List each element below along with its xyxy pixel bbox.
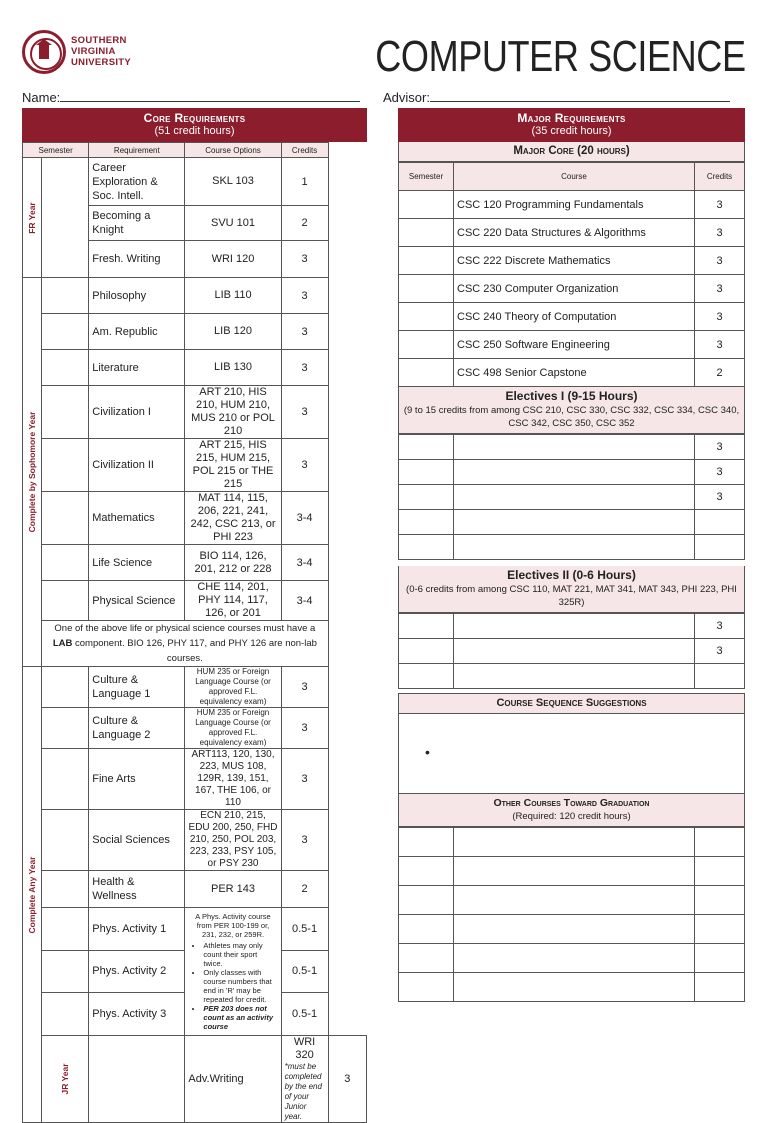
credit-cell[interactable] — [695, 857, 745, 886]
semester-cell[interactable] — [399, 510, 454, 535]
course-cell[interactable] — [454, 485, 695, 510]
name-label: Name: — [22, 90, 61, 105]
major-core-table — [398, 162, 745, 387]
major-title: Major Requirements — [517, 111, 626, 125]
course-cell[interactable] — [454, 973, 695, 1002]
credit-cell[interactable] — [695, 973, 745, 1002]
lab-note-line-2 — [45, 636, 324, 666]
credit-cell: 3-4 — [281, 581, 328, 621]
semester-cell[interactable] — [399, 485, 454, 510]
adv-writing-note: *must be completed by the end of your Junior year. — [284, 1062, 322, 1121]
credit-cell: 3 — [328, 1036, 367, 1123]
table-row — [399, 303, 745, 331]
course-cell[interactable] — [454, 886, 695, 915]
table-row — [399, 664, 745, 689]
lab-note — [42, 621, 328, 667]
electives1-desc: (9 to 15 credits from among CSC 210, CSC 330, CSC 332, CSC 334, CSC 340, CSC 342, CSC 350, CSC 352 — [403, 405, 740, 429]
seal-icon — [22, 30, 66, 74]
credit-cell: 0.5-1 — [281, 908, 328, 951]
major-core-band — [398, 142, 745, 162]
university-logo — [22, 30, 137, 76]
credit-cell: 3 — [695, 639, 745, 664]
table-row — [399, 944, 745, 973]
credit-cell[interactable] — [695, 944, 745, 973]
semester-cell[interactable] — [399, 857, 454, 886]
req-cell: Phys. Activity 2 — [89, 950, 185, 993]
logo-line-3: UNIVERSITY — [71, 57, 132, 68]
lab-word: LAB — [52, 638, 73, 649]
credit-cell: 2 — [281, 871, 328, 908]
req-cell: Fresh. Writing — [89, 241, 185, 278]
credit-cell: 0.5-1 — [281, 950, 328, 993]
other-courses-band — [398, 794, 745, 827]
table-row — [399, 915, 745, 944]
req-cell: Culture & Language 1 — [89, 667, 185, 708]
bullet-icon: • — [425, 744, 430, 760]
opt-cell: HUM 235 or Foreign Language Course (or approved F.L. equivalency exam) — [185, 708, 281, 749]
other-title: Other Courses Toward Graduation — [493, 797, 650, 809]
credit-cell: 3-4 — [281, 492, 328, 545]
course-cell: CSC 230 Computer Organization — [454, 275, 695, 303]
semester-cell[interactable] — [399, 275, 454, 303]
other-sub: (Required: 120 credit hours) — [512, 811, 631, 822]
semester-cell[interactable] — [42, 350, 89, 386]
credit-cell: 3 — [281, 708, 328, 749]
course-cell: CSC 240 Theory of Computation — [454, 303, 695, 331]
table-row — [399, 275, 745, 303]
table-row — [23, 749, 367, 810]
col-requirement: Requirement — [89, 143, 185, 158]
semester-cell[interactable] — [42, 908, 89, 951]
credit-cell: 3 — [695, 275, 745, 303]
table-row — [399, 219, 745, 247]
credit-cell[interactable] — [695, 886, 745, 915]
req-cell: Life Science — [89, 545, 185, 581]
table-row — [23, 439, 367, 492]
electives2-title: Electives II (0-6 Hours) — [507, 568, 636, 582]
credit-cell: 0.5-1 — [281, 993, 328, 1036]
core-requirements-section — [22, 108, 367, 1123]
course-cell[interactable] — [454, 510, 695, 535]
group-any: Complete Any Year — [23, 667, 42, 1123]
electives1-band — [398, 387, 745, 434]
logo-wordmark — [71, 35, 131, 68]
course-cell: CSC 498 Senior Capstone — [454, 359, 695, 387]
credit-cell[interactable] — [695, 915, 745, 944]
group-soph: Complete by Sophomore Year — [23, 278, 42, 667]
table-row — [399, 973, 745, 1002]
opt-cell: LIB 120 — [185, 314, 281, 350]
table-row — [399, 435, 745, 460]
opt-cell — [281, 1036, 328, 1123]
semester-cell[interactable] — [399, 219, 454, 247]
semester-cell[interactable] — [42, 667, 89, 708]
credit-cell: 1 — [281, 158, 328, 206]
req-cell: Fine Arts — [89, 749, 185, 810]
req-cell: Mathematics — [89, 492, 185, 545]
table-row — [23, 314, 367, 350]
col-credits: Credits — [281, 143, 328, 158]
col-semester: Semester — [23, 143, 89, 158]
pa-intro: A Phys. Activity course from PER 100-199 or, 231, 232, or 259R. — [195, 912, 271, 939]
semester-cell[interactable] — [399, 886, 454, 915]
credit-cell[interactable] — [695, 535, 745, 560]
semester-cell[interactable] — [399, 303, 454, 331]
semester-cell[interactable] — [42, 492, 89, 545]
course-cell[interactable] — [454, 664, 695, 689]
credit-cell: 3 — [281, 314, 328, 350]
semester-cell[interactable] — [399, 915, 454, 944]
req-cell: Social Sciences — [89, 810, 185, 871]
semester-cell[interactable] — [42, 545, 89, 581]
electives2-table — [398, 613, 745, 689]
table-row — [23, 158, 367, 206]
opt-cell: SKL 103 — [185, 158, 281, 206]
core-header — [22, 108, 367, 142]
sequence-band — [398, 693, 745, 714]
opt-cell: MAT 114, 115, 206, 221, 241, 242, CSC 213, or PHI 223 — [185, 492, 281, 545]
semester-cell[interactable] — [42, 386, 89, 439]
advisor-label: Advisor: — [383, 90, 430, 105]
credit-cell: 3 — [695, 331, 745, 359]
semester-cell[interactable] — [89, 1036, 185, 1123]
opt-cell: HUM 235 or Foreign Language Course (or approved F.L. equivalency exam) — [185, 667, 281, 708]
credit-cell: 3 — [281, 439, 328, 492]
table-row — [399, 460, 745, 485]
advisor-field[interactable] — [383, 90, 730, 105]
opt-cell: LIB 130 — [185, 350, 281, 386]
major-core-title: Major Core (20 hours) — [513, 145, 630, 157]
table-row — [399, 359, 745, 387]
table-row — [399, 331, 745, 359]
credit-cell[interactable] — [695, 828, 745, 857]
col-credits: Credits — [695, 163, 745, 191]
semester-cell[interactable] — [42, 581, 89, 621]
semester-cell[interactable] — [399, 460, 454, 485]
req-cell: Becoming a Knight — [89, 206, 185, 241]
opt-cell: ART 210, HIS 210, HUM 210, MUS 210 or POL 210 — [185, 386, 281, 439]
req-cell: Am. Republic — [89, 314, 185, 350]
col-options: Course Options — [185, 143, 281, 158]
table-row — [23, 278, 367, 314]
opt-cell: PER 143 — [185, 871, 281, 908]
table-row — [23, 908, 367, 951]
name-field[interactable] — [22, 90, 360, 105]
electives2-band — [398, 566, 745, 613]
credit-cell: 3 — [695, 191, 745, 219]
major-requirements-section — [398, 108, 745, 1002]
course-cell[interactable] — [454, 460, 695, 485]
lab-note-line-1: One of the above life or physical science courses must have a — [54, 623, 316, 634]
credit-cell: 3 — [281, 350, 328, 386]
electives2-desc: (0-6 credits from among CSC 110, MAT 221, MAT 341, MAT 343, PHI 223, PHI 325R) — [406, 584, 737, 608]
sequence-box[interactable] — [398, 714, 745, 794]
req-cell: Philosophy — [89, 278, 185, 314]
course-cell[interactable] — [454, 435, 695, 460]
course-cell[interactable] — [454, 614, 695, 639]
course-cell[interactable] — [454, 828, 695, 857]
pa-bullet — [203, 1004, 276, 1031]
semester-cell[interactable] — [399, 614, 454, 639]
semester-cell[interactable] — [42, 749, 89, 810]
credit-cell: 3-4 — [281, 545, 328, 581]
req-cell: Health & Wellness — [89, 871, 185, 908]
semester-cell[interactable] — [399, 664, 454, 689]
table-row — [23, 667, 367, 708]
credit-cell: 3 — [695, 614, 745, 639]
semester-cell[interactable] — [42, 314, 89, 350]
req-cell: Physical Science — [89, 581, 185, 621]
table-row — [399, 191, 745, 219]
credit-cell: 3 — [281, 278, 328, 314]
semester-cell[interactable] — [399, 973, 454, 1002]
core-title: Core Requirements — [143, 111, 246, 125]
credit-cell: 3 — [695, 435, 745, 460]
table-row — [399, 510, 745, 535]
group-jr: JR Year — [42, 1036, 89, 1123]
req-cell: Civilization II — [89, 439, 185, 492]
credit-cell[interactable] — [695, 510, 745, 535]
sequence-title: Course Sequence Suggestions — [496, 697, 647, 709]
semester-cell[interactable] — [399, 191, 454, 219]
course-cell: CSC 120 Programming Fundamentals — [454, 191, 695, 219]
opt-cell: ART 215, HIS 215, HUM 215, POL 215 or THE 215 — [185, 439, 281, 492]
lab-note-text: component. BIO 126, PHY 117, and PHY 126 are non-lab courses. — [72, 638, 317, 664]
course-cell: CSC 220 Data Structures & Algorithms — [454, 219, 695, 247]
course-cell[interactable] — [454, 535, 695, 560]
credit-cell: 3 — [695, 303, 745, 331]
course-cell[interactable] — [454, 857, 695, 886]
course-cell: CSC 250 Software Engineering — [454, 331, 695, 359]
core-subtitle: (51 credit hours) — [154, 125, 235, 137]
semester-cell[interactable] — [42, 158, 89, 278]
table-row — [399, 639, 745, 664]
semester-cell[interactable] — [42, 950, 89, 993]
req-cell: Civilization I — [89, 386, 185, 439]
req-cell: Phys. Activity 3 — [89, 993, 185, 1036]
table-row — [23, 492, 367, 545]
pa-bullet: • Athletes may only count their sport twice. — [203, 941, 276, 968]
phys-activity-note — [185, 908, 281, 1036]
col-course: Course — [454, 163, 695, 191]
table-row — [23, 810, 367, 871]
pa-list — [189, 941, 276, 1031]
table-row — [399, 485, 745, 510]
table-row — [399, 535, 745, 560]
table-row — [399, 247, 745, 275]
semester-cell[interactable] — [42, 278, 89, 314]
course-cell[interactable] — [454, 639, 695, 664]
semester-cell[interactable] — [42, 993, 89, 1036]
logo-line-2: VIRGINIA — [71, 46, 116, 57]
table-row — [23, 545, 367, 581]
semester-cell[interactable] — [399, 535, 454, 560]
logo-line-1: SOUTHERN — [71, 35, 127, 46]
credit-cell: 3 — [281, 810, 328, 871]
semester-cell[interactable] — [399, 247, 454, 275]
semester-cell[interactable] — [42, 708, 89, 749]
table-row — [23, 871, 367, 908]
major-header — [398, 108, 745, 142]
semester-cell[interactable] — [399, 435, 454, 460]
other-courses-table — [398, 827, 745, 1002]
req-cell: Adv.Writing — [185, 1036, 281, 1123]
semester-cell[interactable] — [42, 871, 89, 908]
opt-cell: LIB 110 — [185, 278, 281, 314]
credit-cell: 3 — [281, 241, 328, 278]
semester-cell[interactable] — [399, 944, 454, 973]
electives1-title: Electives I (9-15 Hours) — [505, 389, 638, 403]
credit-cell[interactable] — [695, 664, 745, 689]
opt-cell: CHE 114, 201, PHY 114, 117, 126, or 201 — [185, 581, 281, 621]
req-cell: Literature — [89, 350, 185, 386]
credit-cell: 2 — [281, 206, 328, 241]
req-cell: Career Exploration & Soc. Intell. — [89, 158, 185, 206]
lab-note-row — [23, 621, 367, 667]
credit-cell: 2 — [695, 359, 745, 387]
credit-cell: 3 — [695, 485, 745, 510]
table-row — [399, 614, 745, 639]
opt-cell: WRI 120 — [185, 241, 281, 278]
opt-cell: BIO 114, 126, 201, 212 or 228 — [185, 545, 281, 581]
req-cell: Culture & Language 2 — [89, 708, 185, 749]
major-subtitle: (35 credit hours) — [531, 125, 612, 137]
group-fr: FR Year — [23, 158, 42, 278]
credit-cell: 3 — [281, 749, 328, 810]
table-row — [23, 350, 367, 386]
course-cell[interactable] — [454, 915, 695, 944]
credit-cell: 3 — [695, 247, 745, 275]
opt-cell: ECN 210, 215, EDU 200, 250, FHD 210, 250, POL 203, 223, 233, PSY 105, or PSY 230 — [185, 810, 281, 871]
pa-bullet: • Only classes with course numbers that end in 'R' may be repeated for credit. — [203, 968, 276, 1004]
table-row — [23, 581, 367, 621]
course-cell[interactable] — [454, 944, 695, 973]
table-row — [23, 386, 367, 439]
core-table — [22, 142, 367, 1123]
credit-cell: 3 — [695, 460, 745, 485]
table-row — [399, 828, 745, 857]
credit-cell: 3 — [281, 667, 328, 708]
course-cell: CSC 222 Discrete Mathematics — [454, 247, 695, 275]
opt-cell: ART113, 120, 130, 223, MUS 108, 129R, 139, 151, 167, THE 106, or 110 — [185, 749, 281, 810]
semester-cell[interactable] — [399, 359, 454, 387]
table-row — [23, 708, 367, 749]
req-cell: Phys. Activity 1 — [89, 908, 185, 951]
adv-writing-course: WRI 320 — [293, 1036, 316, 1061]
pa-bold: PER 203 does not count as an activity course — [203, 1004, 274, 1031]
semester-cell[interactable] — [42, 439, 89, 492]
table-row — [23, 1036, 367, 1123]
opt-cell: SVU 101 — [185, 206, 281, 241]
table-row — [399, 886, 745, 915]
col-semester: Semester — [399, 163, 454, 191]
table-row — [399, 857, 745, 886]
electives1-table — [398, 434, 745, 560]
credit-cell: 3 — [281, 386, 328, 439]
page-title: COMPUTER SCIENCE — [375, 32, 746, 81]
semester-cell[interactable] — [399, 639, 454, 664]
credit-cell: 3 — [695, 219, 745, 247]
semester-cell[interactable] — [399, 331, 454, 359]
semester-cell[interactable] — [399, 828, 454, 857]
semester-cell[interactable] — [42, 810, 89, 871]
